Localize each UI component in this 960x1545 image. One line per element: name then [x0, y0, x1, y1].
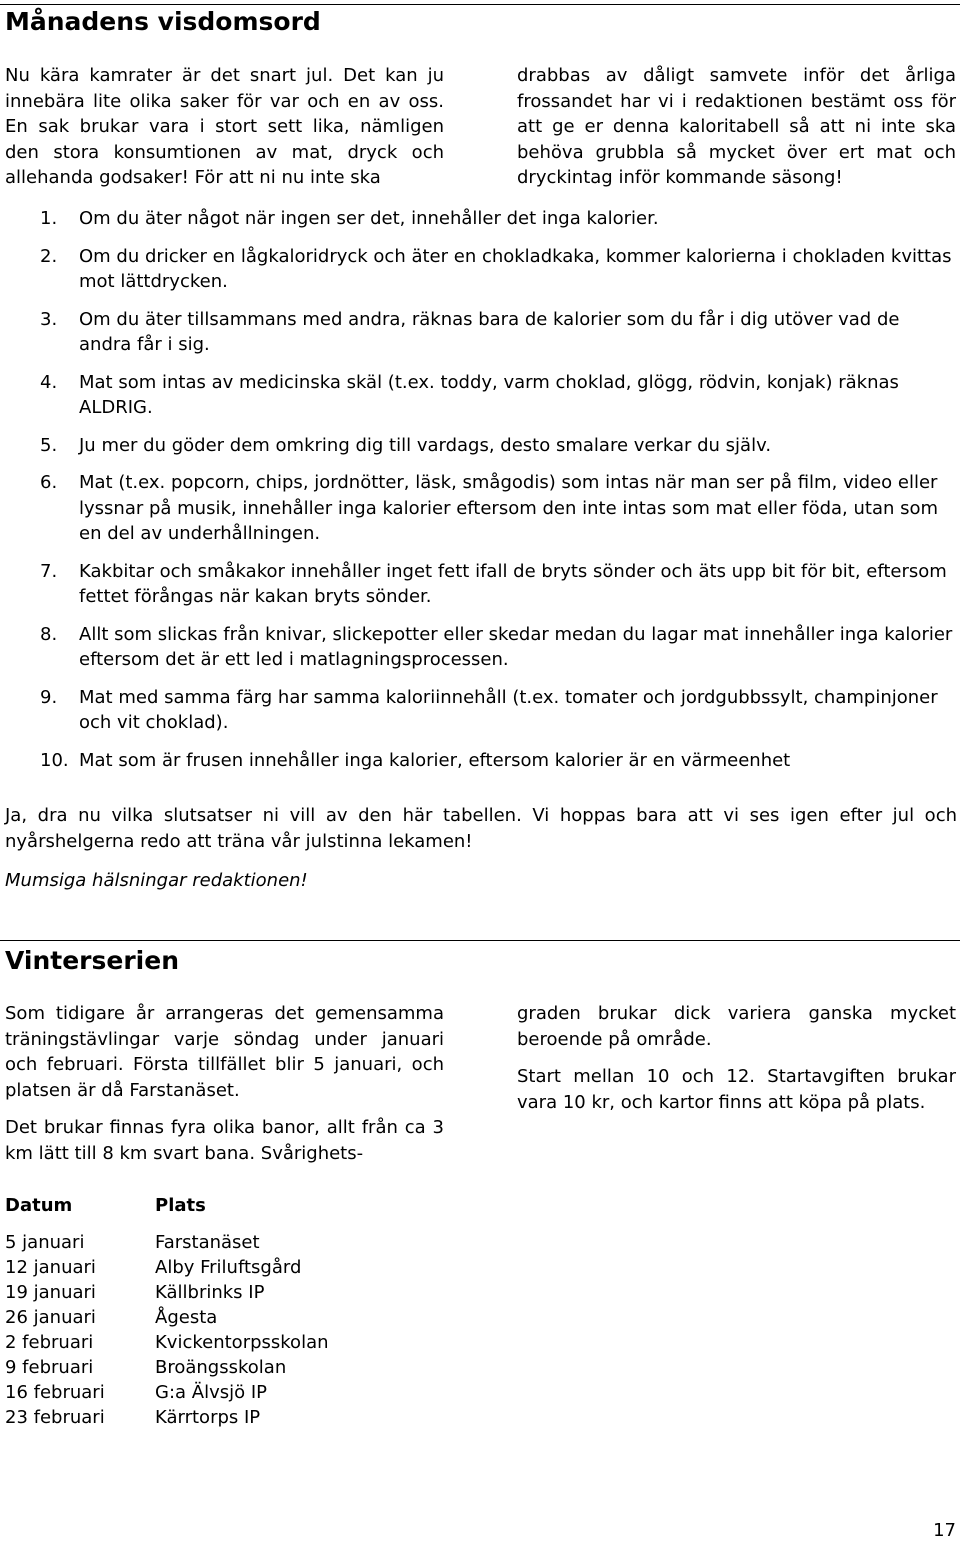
intro-column-left — [5, 63, 444, 203]
rule-number: 3. — [40, 308, 58, 330]
intro-paragraph-left: Nu kära kamrater är det snart jul. Det kan ju innebära lite olika saker för var och en av oss. En sak brukar vara i stort sett lika, nämligen den stora konsumtionen av mat, dryck och allehanda godsaker! För att ni nu inte ska — [5, 65, 444, 188]
schedule-place: G:a Älvsjö IP — [155, 1382, 268, 1403]
vinterserien-paragraph: Det brukar finnas fyra olika banor, allt från ca 3 km lätt till 8 km svart bana. Svårighets- — [5, 1117, 444, 1164]
rule-text: Kakbitar och småkakor innehåller inget fett ifall de bryts sönder och äts upp bit för bit, eftersom fettet förångas när kakan bryts sönder. — [79, 560, 947, 607]
vinterserien-paragraph: Som tidigare år arrangeras det gemensamma träningstävlingar varje söndag under januari och februari. Första tillfället blir 5 januari, och platsen är då Farstanäset. — [5, 1003, 444, 1101]
schedule-place: Källbrinks IP — [155, 1282, 265, 1303]
schedule-row — [5, 1255, 405, 1280]
schedule-place: Broängsskolan — [155, 1357, 287, 1378]
section-divider-top — [0, 4, 960, 5]
section-divider-vinterserien — [0, 940, 960, 941]
vinterserien-column-left — [5, 1001, 444, 1178]
schedule-row — [5, 1305, 405, 1330]
schedule-date: 23 februari — [5, 1407, 105, 1428]
rule-text: Mat med samma färg har samma kaloriinnehåll (t.ex. tomater och jordgubbssylt, champinjoner och vit choklad). — [79, 686, 938, 733]
schedule-header-place: Plats — [155, 1195, 206, 1216]
schedule-place: Alby Friluftsgård — [155, 1257, 302, 1278]
schedule-date: 9 februari — [5, 1357, 94, 1378]
rule-text: Mat som intas av medicinska skäl (t.ex. toddy, varm choklad, glögg, rödvin, konjak) räknas ALDRIG. — [79, 371, 899, 418]
schedule-row — [5, 1230, 405, 1255]
rule-text: Om du äter tillsammans med andra, räknas bara de kalorier som du får i dig utöver vad de andra får i sig. — [79, 308, 900, 355]
schedule-header-date: Datum — [5, 1195, 73, 1216]
schedule-date: 2 februari — [5, 1332, 94, 1353]
schedule-date: 16 februari — [5, 1382, 105, 1403]
schedule-place: Kärrtorps IP — [155, 1407, 261, 1428]
rule-item — [5, 748, 955, 774]
rule-number: 4. — [40, 371, 58, 393]
schedule-place: Kvickentorpsskolan — [155, 1332, 329, 1353]
vinterserien-paragraph: graden brukar dick variera ganska mycket beroende på område. — [517, 1003, 956, 1050]
rule-text: Mat (t.ex. popcorn, chips, jordnötter, läsk, smågodis) som intas när man ser på film, video eller lyssnar på musik, innehåller inga kalorier eftersom den inte intas som mat eller föda, utan som en del av underhållningen. — [79, 472, 939, 544]
rule-text: Allt som slickas från knivar, slickepotter eller skedar medan du lagar mat innehåller inga kalorier eftersom det är ett led i matlagningsprocessen. — [79, 623, 953, 670]
rule-number: 1. — [40, 208, 58, 229]
rule-text: Ju mer du göder dem omkring dig till vardags, desto smalare verkar du själv. — [79, 434, 772, 456]
schedule-place: Farstanäset — [155, 1232, 260, 1253]
schedule-date: 12 januari — [5, 1257, 96, 1278]
rule-text: Mat som är frusen innehåller inga kalorier, eftersom kalorier är en värmeenhet — [79, 749, 791, 771]
schedule-row — [5, 1330, 405, 1355]
rule-item — [5, 370, 955, 421]
rule-item — [5, 559, 955, 610]
rule-number: 5. — [40, 434, 58, 456]
rule-number: 6. — [40, 472, 58, 493]
rule-item — [5, 206, 955, 232]
schedule-row — [5, 1280, 405, 1305]
schedule-date: 5 januari — [5, 1232, 85, 1253]
rule-item — [5, 307, 955, 358]
page-number: 17 — [933, 1520, 956, 1541]
schedule-row — [5, 1380, 405, 1405]
vinterserien-column-right — [517, 1001, 956, 1127]
rule-item — [5, 244, 955, 295]
rule-text: Om du äter något när ingen ser det, innehåller det inga kalorier. — [79, 208, 659, 229]
rule-number: 2. — [40, 245, 58, 267]
calorie-rules-list — [5, 206, 955, 785]
rule-item — [5, 470, 955, 547]
section-title-visdomsord: Månadens visdomsord — [5, 7, 321, 36]
rule-number: 10. — [40, 749, 69, 771]
rule-number: 9. — [40, 686, 58, 708]
intro-column-right — [517, 63, 956, 203]
vinterserien-paragraph: Start mellan 10 och 12. Startavgiften brukar vara 10 kr, och kartor finns att köpa på plats. — [517, 1066, 956, 1113]
closing-paragraph: Ja, dra nu vilka slutsatser ni vill av den här tabellen. Vi hoppas bara att vi ses igen efter jul och nyårshelgerna redo att träna vår julstinna lekamen! — [5, 805, 957, 852]
schedule-place: Ågesta — [155, 1307, 218, 1328]
schedule-date: 26 januari — [5, 1307, 96, 1328]
rule-item — [5, 622, 955, 673]
signoff-text: Mumsiga hälsningar redaktionen! — [5, 870, 308, 891]
rule-item — [5, 685, 955, 736]
rule-text: Om du dricker en lågkaloridryck och äter en chokladkaka, kommer kalorierna i chokladen kvittas mot lättdrycken. — [79, 245, 952, 292]
section-title-vinterserien: Vinterserien — [5, 946, 179, 975]
intro-paragraph-right: drabbas av dåligt samvete inför det årliga frossandet har vi i redaktionen bestämt oss för att ge er denna kaloritabell så att ni inte ska behöva grubbla så mycket över ert mat och dryckintag inför kommande säsong! — [517, 65, 956, 188]
schedule-row — [5, 1405, 405, 1430]
rule-item — [5, 433, 955, 459]
rule-number: 7. — [40, 560, 58, 582]
schedule-row — [5, 1355, 405, 1380]
rule-number: 8. — [40, 623, 58, 645]
schedule-date: 19 januari — [5, 1282, 96, 1303]
